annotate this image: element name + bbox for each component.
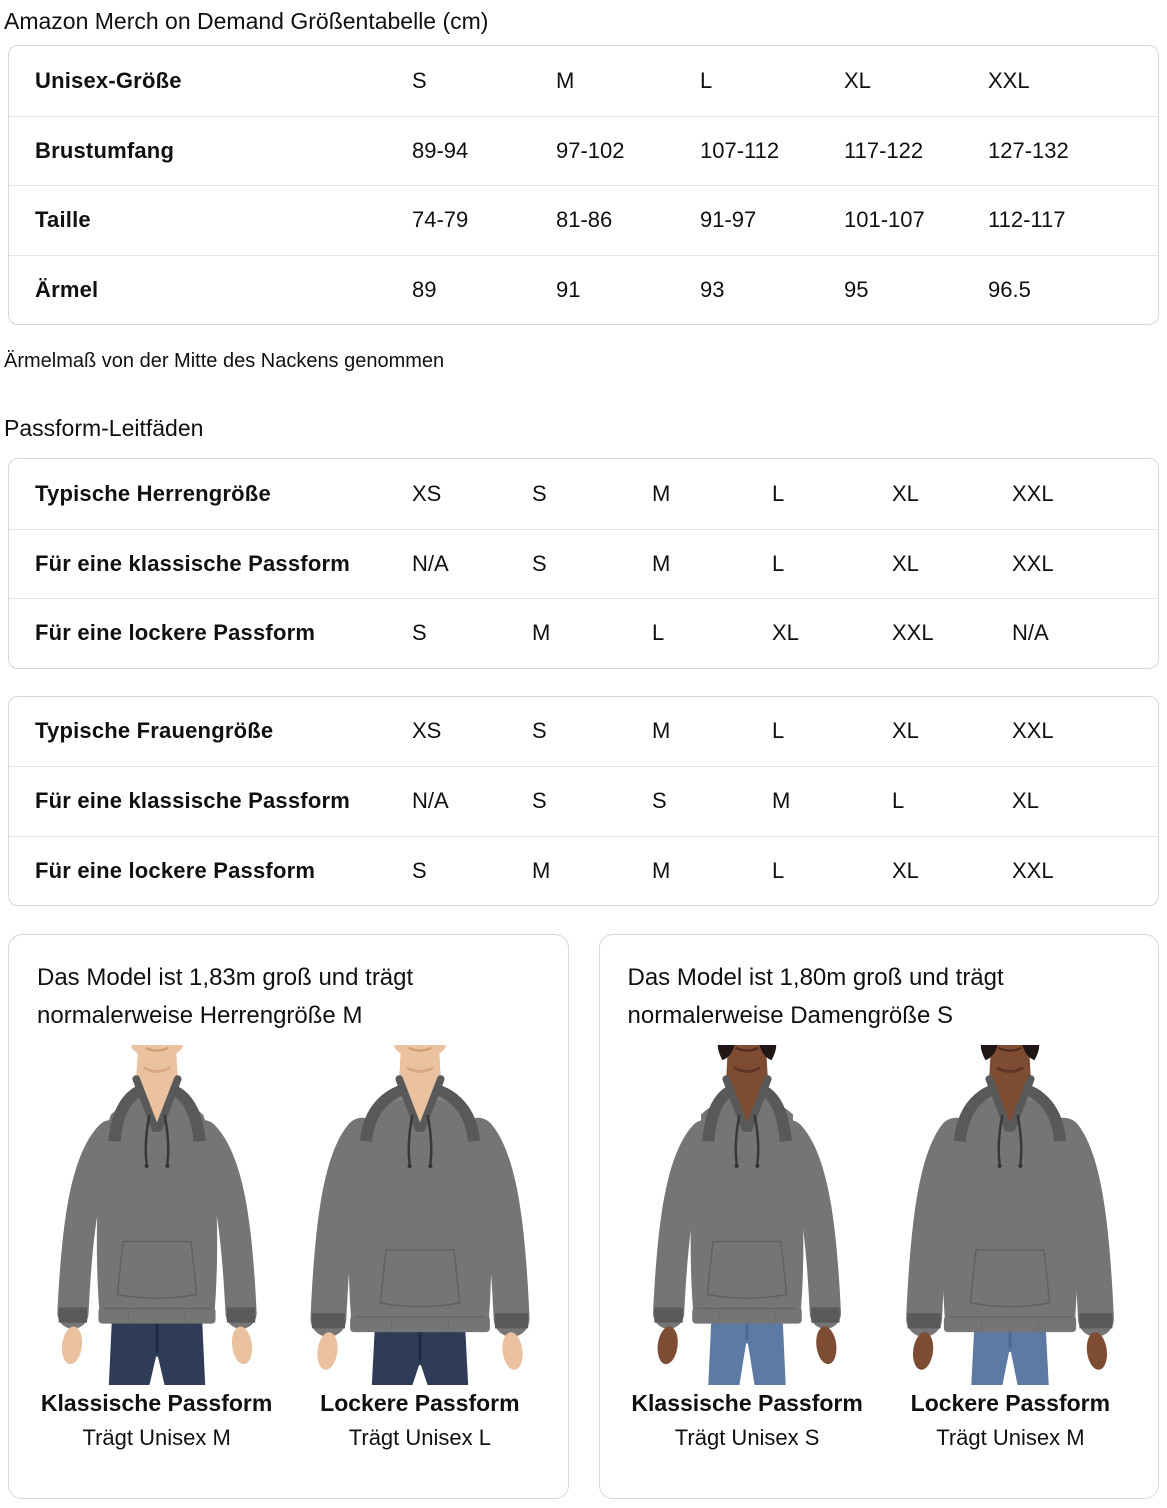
size-worn-label: Trägt Unisex L <box>348 1425 491 1450</box>
column-header: XL <box>892 718 919 744</box>
row-label: Für eine lockere Passform <box>35 857 316 883</box>
size-value: 101-107 <box>844 207 925 233</box>
size-value: 93 <box>700 276 725 302</box>
size-value: M <box>772 788 791 814</box>
size-value: XL <box>892 550 919 576</box>
fit-label: Lockere Passform <box>320 1390 520 1416</box>
table-row <box>9 255 1158 325</box>
fit-label: Klassische Passform <box>40 1390 273 1416</box>
row-label: Typische Frauengröße <box>35 718 274 744</box>
table-row <box>9 766 1158 836</box>
size-value: 89-94 <box>412 137 469 163</box>
size-value: XXL <box>1012 857 1054 883</box>
model-caption: Das Model ist 1,83m groß und trägt normalerweise Herrengröße M <box>37 964 414 1029</box>
size-value: 127-132 <box>988 137 1069 163</box>
page-title: Amazon Merch on Demand Größentabelle (cm) <box>4 8 489 34</box>
size-value: 95 <box>844 276 869 302</box>
size-value: 91 <box>556 276 581 302</box>
unisex-size-table <box>8 45 1159 325</box>
size-value: XXL <box>1012 550 1054 576</box>
female-classic-fit-photo <box>622 1045 872 1385</box>
column-header: XL <box>892 480 919 506</box>
male-model-card <box>8 934 569 1499</box>
column-header: L <box>772 480 785 506</box>
size-worn-label: Trägt Unisex M <box>82 1425 231 1450</box>
size-value: 81-86 <box>556 207 613 233</box>
column-header: XL <box>844 67 871 93</box>
size-value: N/A <box>412 550 449 576</box>
size-value: 117-122 <box>844 137 924 163</box>
size-value: XL <box>892 857 919 883</box>
column-header: S <box>412 67 427 93</box>
size-value: M <box>532 620 551 646</box>
female-loose-fit-photo <box>885 1045 1135 1385</box>
row-label: Für eine klassische Passform <box>35 550 350 576</box>
table-header-row <box>9 697 1158 767</box>
column-header: S <box>532 480 547 506</box>
figure-classic-fit <box>616 1045 879 1451</box>
column-header: S <box>532 718 547 744</box>
size-value: 89 <box>412 276 437 302</box>
row-label: Typische Herrengröße <box>35 480 271 506</box>
size-value: XL <box>1012 788 1039 814</box>
column-header: XXL <box>988 67 1030 93</box>
size-value: S <box>532 788 547 814</box>
row-label: Ärmel <box>35 276 99 302</box>
column-header: L <box>772 718 785 744</box>
size-value: L <box>652 620 665 646</box>
model-caption: Das Model ist 1,80m groß und trägt normalerweise Damengröße S <box>627 964 1004 1029</box>
row-label: Für eine klassische Passform <box>35 788 350 814</box>
size-value: 112-117 <box>988 207 1066 233</box>
column-header: XS <box>412 480 442 506</box>
table-row <box>9 116 1158 186</box>
size-value: L <box>772 857 785 883</box>
size-value: M <box>532 857 551 883</box>
column-header: XXL <box>1012 718 1054 744</box>
column-header: XXL <box>1012 480 1054 506</box>
column-header: XS <box>412 718 442 744</box>
figure-classic-fit <box>25 1045 288 1451</box>
size-value: S <box>652 788 667 814</box>
mens-fit-table <box>8 458 1159 669</box>
size-value: S <box>412 620 427 646</box>
column-header: M <box>652 480 671 506</box>
column-header: M <box>556 67 575 93</box>
row-label: Taille <box>35 207 91 233</box>
size-value: N/A <box>1012 620 1049 646</box>
size-value: 74-79 <box>412 207 469 233</box>
size-value: XXL <box>892 620 934 646</box>
womens-fit-table <box>8 696 1159 907</box>
male-loose-fit-photo <box>295 1045 545 1385</box>
size-value: 96.5 <box>988 276 1031 302</box>
size-value: 97-102 <box>556 137 625 163</box>
size-worn-label: Trägt Unisex S <box>674 1425 820 1450</box>
figure-loose-fit <box>879 1045 1142 1451</box>
table-row <box>9 529 1158 599</box>
table-row <box>9 185 1158 255</box>
sleeve-measure-footnote: Ärmelmaß von der Mitte des Nackens genommen <box>4 350 445 372</box>
fit-label: Klassische Passform <box>631 1390 863 1416</box>
size-value: M <box>652 550 671 576</box>
row-label: Für eine lockere Passform <box>35 620 316 646</box>
size-value: M <box>652 857 671 883</box>
male-classic-fit-photo <box>32 1045 282 1385</box>
figures-row <box>25 1045 552 1451</box>
size-value: 91-97 <box>700 207 757 233</box>
fit-guides-heading: Passform-Leitfäden <box>4 415 204 441</box>
size-value: L <box>892 788 905 814</box>
table-header-row <box>9 46 1158 116</box>
figure-loose-fit <box>288 1045 551 1451</box>
figures-row <box>616 1045 1143 1451</box>
female-model-card <box>599 934 1160 1499</box>
fit-label: Lockere Passform <box>910 1390 1111 1416</box>
size-value: S <box>412 857 427 883</box>
row-label: Brustumfang <box>35 137 175 163</box>
column-header: L <box>700 67 713 93</box>
row-label: Unisex-Größe <box>35 67 182 93</box>
size-value: 107-112 <box>700 137 780 163</box>
table-header-row <box>9 459 1158 529</box>
size-value: S <box>532 550 547 576</box>
size-value: L <box>772 550 785 576</box>
table-row <box>9 598 1158 668</box>
column-header: M <box>652 718 671 744</box>
model-cards <box>8 934 1159 1499</box>
size-worn-label: Trägt Unisex M <box>936 1425 1085 1450</box>
size-value: XL <box>772 620 799 646</box>
table-row <box>9 836 1158 906</box>
size-value: N/A <box>412 788 449 814</box>
